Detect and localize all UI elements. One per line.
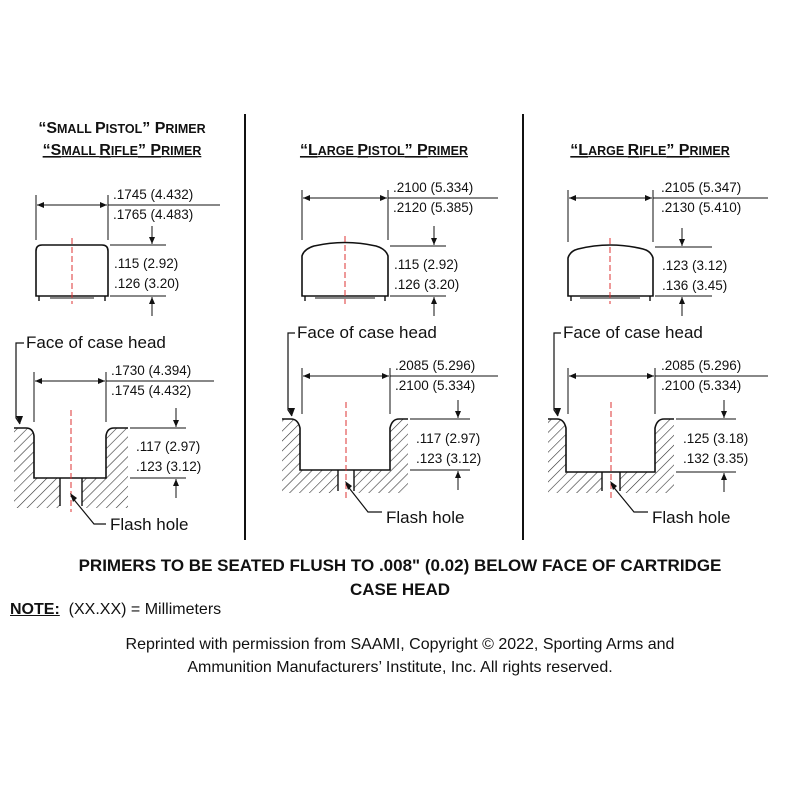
pocket-depth-max: .132 (3.35) bbox=[683, 451, 749, 466]
pocket-diameter-max: .1745 (4.432) bbox=[111, 383, 192, 398]
column-title: “SMALL RIFLE” PRIMER bbox=[42, 142, 202, 159]
primer-height-min: .123 (3.12) bbox=[662, 258, 728, 273]
primer-diameter-max: .2130 (5.410) bbox=[661, 200, 742, 215]
copyright-line-2: Ammunition Manufacturers’ Institute, Inc. All rights reserved. bbox=[187, 659, 613, 676]
primer-cup bbox=[568, 238, 653, 304]
primer-height-dimension bbox=[110, 226, 179, 316]
pocket-diameter-min: .1730 (4.394) bbox=[111, 363, 192, 378]
pocket-depth-dimension bbox=[130, 408, 201, 498]
primer-diameter-dimension bbox=[568, 180, 768, 242]
primer-height-max: .126 (3.20) bbox=[394, 277, 460, 292]
primer-diameter-max: .2120 (5.385) bbox=[393, 200, 474, 215]
primer-pocket bbox=[282, 402, 408, 498]
primer-diameter-max: .1765 (4.483) bbox=[113, 207, 194, 222]
flash-hole-label: Flash hole bbox=[652, 508, 731, 527]
note-label: NOTE: bbox=[10, 601, 60, 618]
face-of-case-head-label: Face of case head bbox=[26, 333, 166, 352]
primer-diameter-min: .2100 (5.334) bbox=[393, 180, 474, 195]
units-note bbox=[10, 601, 221, 619]
flash-hole-label: Flash hole bbox=[110, 515, 189, 534]
primer-diameter-min: .2105 (5.347) bbox=[661, 180, 742, 195]
primer-height-min: .115 (2.92) bbox=[394, 257, 459, 272]
pocket-diameter-max: .2100 (5.334) bbox=[395, 378, 476, 393]
primer-diameter-dimension bbox=[36, 187, 220, 240]
note-text: (XX.XX) = Millimeters bbox=[68, 601, 222, 618]
pocket-depth-min: .117 (2.97) bbox=[136, 439, 201, 454]
face-of-case-head-label: Face of case head bbox=[563, 323, 703, 342]
column-title: “LARGE RIFLE” PRIMER bbox=[570, 142, 730, 159]
column-title: “SMALL PISTOL” PRIMER bbox=[38, 120, 206, 137]
primer-cup bbox=[302, 236, 388, 304]
pocket-diameter-dimension bbox=[568, 358, 768, 414]
primer-height-max: .126 (3.20) bbox=[114, 276, 180, 291]
pocket-diameter-dimension bbox=[302, 358, 498, 414]
copyright-line-1: Reprinted with permission from SAAMI, Copyright © 2022, Sporting Arms and bbox=[125, 636, 675, 653]
pocket-diameter-dimension bbox=[34, 363, 214, 422]
face-of-case-head-label: Face of case head bbox=[297, 323, 437, 342]
primer-height-max: .136 (3.45) bbox=[662, 278, 728, 293]
pocket-diameter-min: .2085 (5.296) bbox=[395, 358, 476, 373]
primer-height-min: .115 (2.92) bbox=[114, 256, 179, 271]
pocket-depth-max: .123 (3.12) bbox=[416, 451, 482, 466]
pocket-diameter-max: .2100 (5.334) bbox=[661, 378, 742, 393]
column-large-rifle-primer bbox=[548, 142, 768, 527]
primer-height-dimension bbox=[655, 228, 727, 316]
pocket-depth-dimension bbox=[410, 400, 481, 490]
pocket-depth-min: .125 (3.18) bbox=[683, 431, 749, 446]
primer-height-dimension bbox=[390, 226, 459, 316]
pocket-depth-max: .123 (3.12) bbox=[136, 459, 202, 474]
column-large-pistol-primer bbox=[282, 142, 498, 527]
column-title: “LARGE PISTOL” PRIMER bbox=[299, 142, 469, 159]
pocket-depth-dimension bbox=[676, 400, 748, 492]
pocket-diameter-min: .2085 (5.296) bbox=[661, 358, 742, 373]
primer-diameter-dimension bbox=[302, 180, 498, 240]
flash-hole-label: Flash hole bbox=[386, 508, 465, 527]
seating-warning-line-1: PRIMERS TO BE SEATED FLUSH TO .008" (0.02) BELOW FACE OF CARTRIDGE bbox=[78, 556, 722, 575]
primer-diameter-min: .1745 (4.432) bbox=[113, 187, 194, 202]
seating-warning-line-2: CASE HEAD bbox=[349, 580, 451, 599]
pocket-depth-min: .117 (2.97) bbox=[416, 431, 481, 446]
primer-cup bbox=[36, 238, 108, 304]
column-small-primer bbox=[14, 120, 220, 534]
